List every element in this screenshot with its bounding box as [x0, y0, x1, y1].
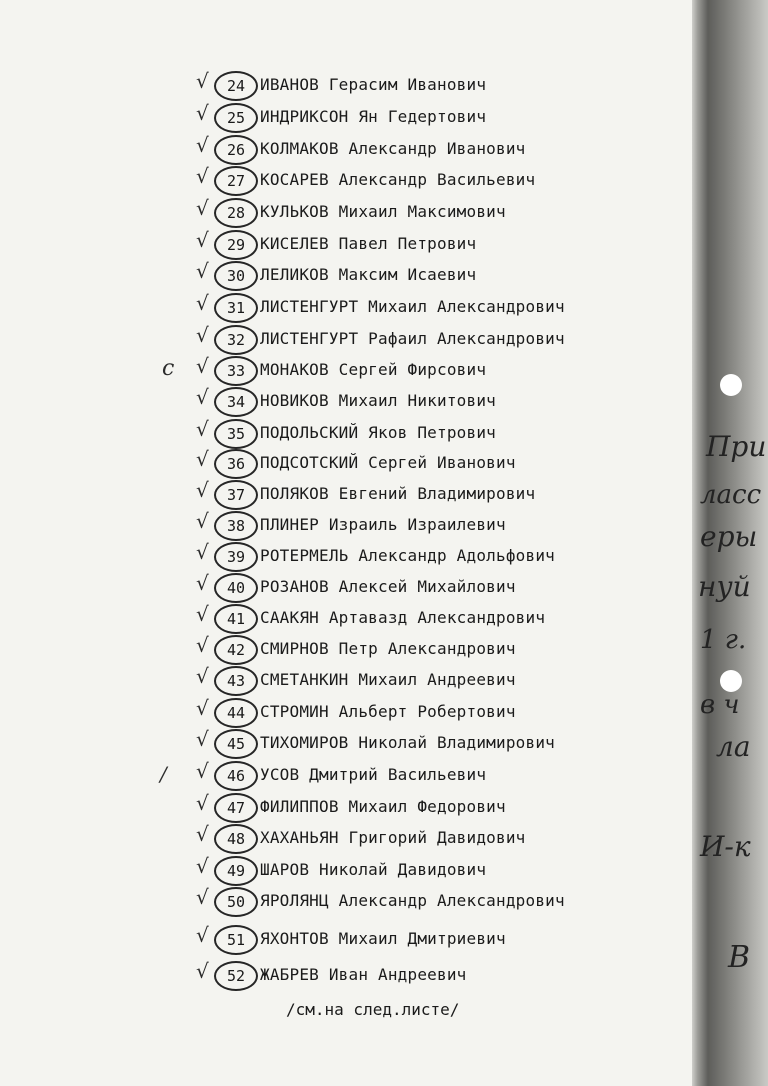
list-item [196, 540, 676, 571]
person-name: СМИРНОВ Петр Александрович [260, 639, 516, 658]
person-name: ПОДОЛЬСКИЙ Яков Петрович [260, 423, 496, 442]
list-item [196, 196, 676, 227]
checkmark-icon: √ [196, 822, 209, 846]
checkmark-icon: √ [196, 385, 209, 409]
list-item [196, 571, 676, 602]
checkmark-icon: √ [196, 133, 209, 157]
list-item [196, 633, 676, 664]
person-name: ЯХОНТОВ Михаил Дмитриевич [260, 929, 506, 948]
checkmark-icon: √ [196, 959, 209, 983]
circled-entry-number: 33 [214, 356, 258, 386]
person-name: ЖАБРЕВ Иван Андреевич [260, 965, 467, 984]
list-item [196, 478, 676, 509]
circled-entry-number: 38 [214, 511, 258, 541]
list-item [196, 509, 676, 540]
circled-entry-number: 47 [214, 793, 258, 823]
edge-handwriting-3: еры [700, 520, 758, 553]
checkmark-icon: √ [196, 759, 209, 783]
circled-entry-number: 39 [214, 542, 258, 572]
checkmark-icon: √ [196, 69, 209, 93]
checkmark-icon: √ [196, 417, 209, 441]
list-item [196, 727, 676, 758]
circled-entry-number: 27 [214, 166, 258, 196]
person-name: КОСАРЕВ Александр Васильевич [260, 170, 536, 189]
circled-entry-number: 46 [214, 761, 258, 791]
list-item [196, 133, 676, 164]
circled-entry-number: 31 [214, 293, 258, 323]
checkmark-icon: √ [196, 323, 209, 347]
checkmark-icon: √ [196, 885, 209, 909]
margin-letter-c: с [162, 356, 175, 381]
checkmark-icon: √ [196, 164, 209, 188]
continued-on-next-sheet-note: /см.на след.листе/ [286, 1000, 460, 1019]
circled-entry-number: 25 [214, 103, 258, 133]
list-item [196, 602, 676, 633]
list-item [196, 385, 676, 416]
circled-entry-number: 24 [214, 71, 258, 101]
person-name: СААКЯН Артавазд Александрович [260, 608, 546, 627]
checkmark-icon: √ [196, 854, 209, 878]
punch-hole-upper [720, 374, 742, 396]
checkmark-icon: √ [196, 633, 209, 657]
circled-entry-number: 50 [214, 887, 258, 917]
circled-entry-number: 44 [214, 698, 258, 728]
adjacent-page-edge [692, 0, 768, 1086]
list-item [196, 323, 676, 354]
checkmark-icon: √ [196, 101, 209, 125]
person-name: КИСЕЛЕВ Павел Петрович [260, 234, 477, 253]
margin-slash-mark: / [160, 762, 167, 786]
circled-entry-number: 52 [214, 961, 258, 991]
edge-handwriting-9: В [728, 940, 751, 975]
list-item [196, 791, 676, 822]
list-item [196, 447, 676, 478]
checkmark-icon: √ [196, 791, 209, 815]
checkmark-icon: √ [196, 509, 209, 533]
list-item [196, 228, 676, 259]
checkmark-icon: √ [196, 291, 209, 315]
edge-handwriting-4: нуй [698, 570, 751, 603]
checkmark-icon: √ [196, 696, 209, 720]
circled-entry-number: 41 [214, 604, 258, 634]
list-item [196, 164, 676, 195]
circled-entry-number: 43 [214, 666, 258, 696]
checkmark-icon: √ [196, 664, 209, 688]
circled-entry-number: 37 [214, 480, 258, 510]
person-name: ТИХОМИРОВ Николай Владимирович [260, 733, 555, 752]
checkmark-icon: √ [196, 478, 209, 502]
checkmark-icon: √ [196, 923, 209, 947]
circled-entry-number: 48 [214, 824, 258, 854]
checkmark-icon: √ [196, 196, 209, 220]
circled-entry-number: 35 [214, 419, 258, 449]
person-name: ПОЛЯКОВ Евгений Владимирович [260, 484, 536, 503]
punch-hole-lower [720, 670, 742, 692]
edge-handwriting-7: ла [716, 730, 751, 763]
circled-entry-number: 42 [214, 635, 258, 665]
list-item [196, 854, 676, 885]
circled-entry-number: 49 [214, 856, 258, 886]
circled-entry-number: 45 [214, 729, 258, 759]
list-item [196, 759, 676, 790]
person-name: ХАХАНЬЯН Григорий Давидович [260, 828, 526, 847]
person-name: ШАРОВ Николай Давидович [260, 860, 487, 879]
checkmark-icon: √ [196, 571, 209, 595]
edge-handwriting-2: ласс [700, 480, 762, 510]
person-name: УСОВ Дмитрий Васильевич [260, 765, 487, 784]
circled-entry-number: 32 [214, 325, 258, 355]
circled-entry-number: 28 [214, 198, 258, 228]
person-name: КУЛЬКОВ Михаил Максимович [260, 202, 506, 221]
person-name: СМЕТАНКИН Михаил Андреевич [260, 670, 516, 689]
checkmark-icon: √ [196, 259, 209, 283]
list-item [196, 354, 676, 385]
person-name: ЛИСТЕНГУРТ Михаил Александрович [260, 297, 565, 316]
person-name: РОЗАНОВ Алексей Михайлович [260, 577, 516, 596]
circled-entry-number: 34 [214, 387, 258, 417]
list-item [196, 664, 676, 695]
person-name: МОНАКОВ Сергей Фирсович [260, 360, 487, 379]
person-name: НОВИКОВ Михаил Никитович [260, 391, 496, 410]
edge-handwriting-8: И-к [700, 830, 751, 863]
person-name: ПЛИНЕР Израиль Израилевич [260, 515, 506, 534]
person-name: ЯРОЛЯНЦ Александр Александрович [260, 891, 565, 910]
list-item [196, 69, 676, 100]
circled-entry-number: 29 [214, 230, 258, 260]
circled-entry-number: 26 [214, 135, 258, 165]
checkmark-icon: √ [196, 540, 209, 564]
circled-entry-number: 51 [214, 925, 258, 955]
checkmark-icon: √ [196, 447, 209, 471]
person-name: ПОДСОТСКИЙ Сергей Иванович [260, 453, 516, 472]
list-item [196, 822, 676, 853]
person-name: ЛИСТЕНГУРТ Рафаил Александрович [260, 329, 565, 348]
checkmark-icon: √ [196, 354, 209, 378]
edge-handwriting-5: 1 г. [700, 625, 747, 655]
list-item [196, 417, 676, 448]
person-name: ИНДРИКСОН Ян Гедертович [260, 107, 487, 126]
edge-handwriting-6: в ч [700, 690, 740, 720]
list-item [196, 259, 676, 290]
checkmark-icon: √ [196, 727, 209, 751]
checkmark-icon: √ [196, 228, 209, 252]
person-name: СТРОМИН Альберт Робертович [260, 702, 516, 721]
list-item [196, 885, 676, 916]
list-item [196, 291, 676, 322]
circled-entry-number: 36 [214, 449, 258, 479]
person-name: ЛЕЛИКОВ Максим Исаевич [260, 265, 477, 284]
person-name: РОТЕРМЕЛЬ Александр Адольфович [260, 546, 555, 565]
person-name: ИВАНОВ Герасим Иванович [260, 75, 487, 94]
person-name: КОЛМАКОВ Александр Иванович [260, 139, 526, 158]
person-name: ФИЛИППОВ Михаил Федорович [260, 797, 506, 816]
circled-entry-number: 40 [214, 573, 258, 603]
list-item [196, 959, 676, 990]
list-item [196, 696, 676, 727]
list-item [196, 101, 676, 132]
list-item [196, 923, 676, 954]
edge-handwriting-1: При [706, 430, 767, 463]
circled-entry-number: 30 [214, 261, 258, 291]
checkmark-icon: √ [196, 602, 209, 626]
